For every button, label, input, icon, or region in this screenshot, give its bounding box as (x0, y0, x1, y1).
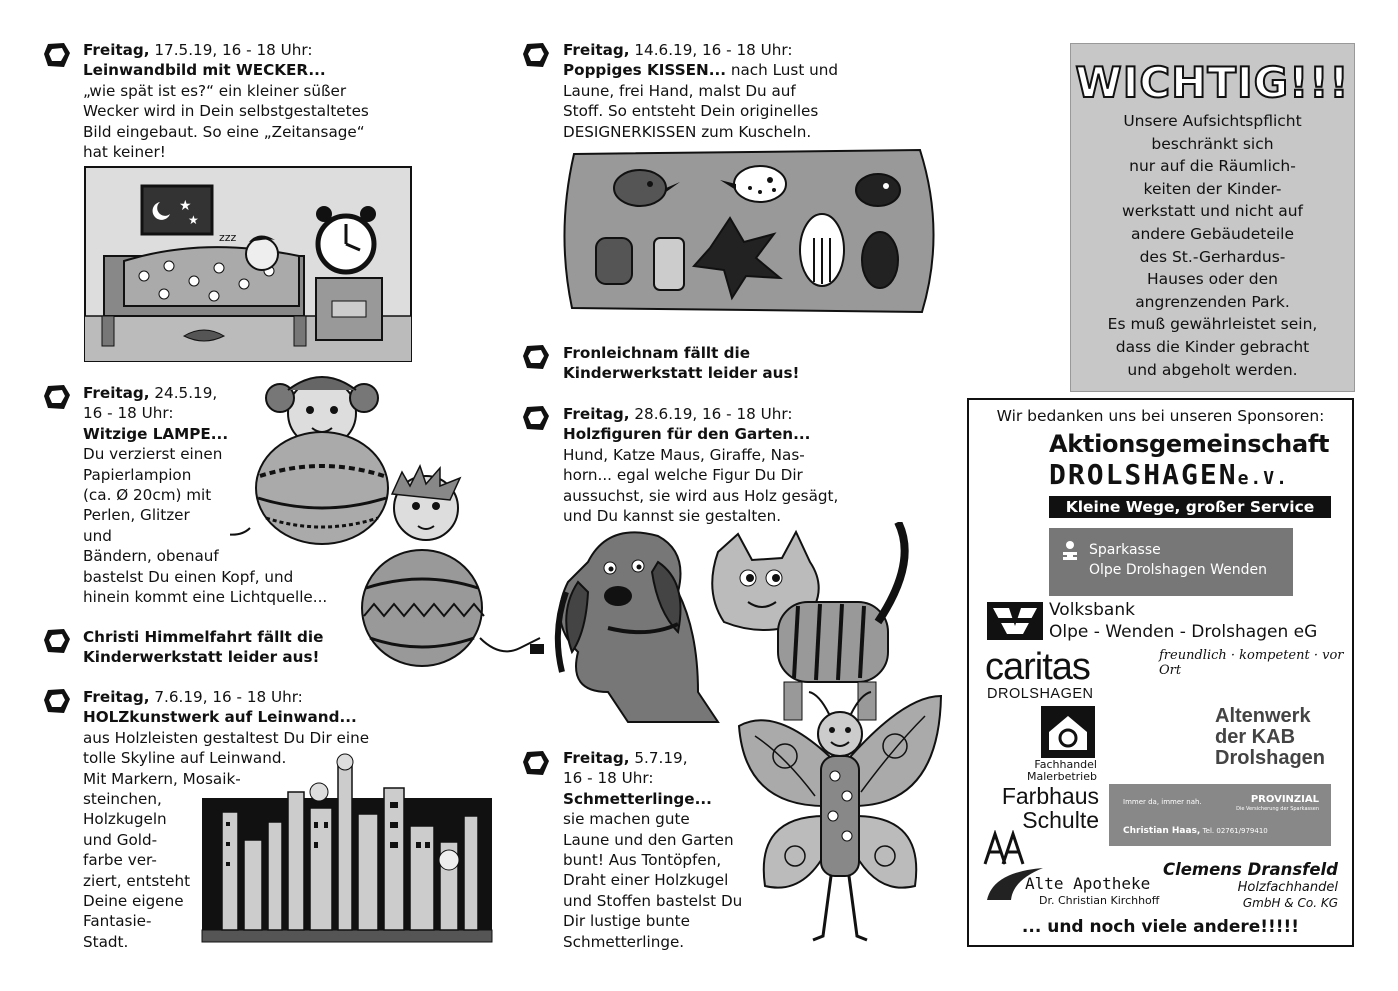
provinzial-contact: Christian Haas, (1123, 826, 1201, 836)
sponsors-heading: Wir bedanken uns bei unseren Sponsoren: (996, 407, 1325, 425)
bullet-icon (42, 40, 72, 70)
wichtig-line: dass die Kinder gebracht (1115, 337, 1310, 356)
entry-text-line: und Stoffen bastelst Du (563, 891, 743, 910)
pillow-birds-illustration (560, 148, 946, 316)
aktion-drolshagen (1049, 458, 1289, 491)
entry-day: Freitag, (563, 749, 630, 767)
entry-text-line: Schmetterlinge. (563, 932, 685, 951)
entry-title: HOLZkunstwerk auf Leinwand... (83, 708, 357, 727)
entry-text-line: aussuchst, sie wird aus Holz gesägt, (563, 486, 839, 505)
aktion-ev: e.V. (1237, 468, 1289, 489)
entry-time: 16 - 18 Uhr: (83, 404, 174, 423)
entry-text-line: Stoff. So entsteht Dein originelles (563, 102, 819, 121)
entry-text-line: Fantasie- (83, 912, 152, 931)
entry-date: 7.6.19, 16 - 18 Uhr: (149, 688, 303, 706)
entry-day: Freitag, (563, 405, 630, 423)
caritas-region: DROLSHAGEN (987, 686, 1094, 702)
notice-line: Kinderwerkstatt leider aus! (83, 648, 320, 667)
wichtig-line: beschränkt sich (1151, 134, 1274, 153)
altenwerk-line: Altenwerk (1215, 705, 1311, 727)
entry-text-line: und Du kannst sie gestalten. (563, 507, 782, 526)
aktion-drolshagen-text: DROLSHAGEN (1049, 458, 1238, 491)
skyline-illustration (200, 752, 495, 944)
apotheke-name: Alte Apotheke (1025, 874, 1151, 893)
sparkasse-logo (1049, 528, 1293, 596)
altenwerk-line: der KAB (1215, 726, 1296, 748)
entry-title: Holzfiguren für den Garten... (563, 425, 811, 444)
wichtig-line: Es muß gewährleistet sein, (1107, 315, 1318, 334)
apotheke-aa-icon (983, 830, 1027, 866)
provinzial-contact-line (1123, 826, 1268, 836)
bullet-icon (521, 748, 551, 778)
svg-text:★: ★ (179, 198, 192, 214)
entry-day: Freitag, (563, 41, 630, 59)
entry-date: 14.6.19, 16 - 18 Uhr: (629, 41, 793, 59)
entry-kissen (563, 40, 893, 142)
entry-date: 24.5.19, (149, 384, 218, 402)
entry-text-line: horn... egal welche Figur Du Dir (563, 466, 803, 485)
farbhaus-small-line: Malerbetrieb (1027, 770, 1097, 783)
entry-text-line: Laune, frei Hand, malst Du auf (563, 81, 796, 100)
entry-text-line: hinein kommt eine Lichtquelle... (83, 588, 328, 607)
notice-himmelfahrt (83, 627, 373, 668)
entry-text-line: Draht einer Holzkugel (563, 871, 729, 890)
notice-line: Fronleichnam fällt die (563, 344, 751, 362)
dransfeld-type: Holzfachhandel (1237, 880, 1338, 895)
wichtig-line: keiten der Kinder- (1143, 179, 1282, 198)
entry-title: Poppiges KISSEN... (563, 61, 727, 80)
entry-text-line: Mit Markern, Mosaik- (83, 769, 241, 788)
bullet-icon (521, 403, 551, 433)
entry-date: 5.7.19, (629, 749, 688, 767)
dransfeld-company: GmbH & Co. KG (1242, 896, 1338, 910)
entry-text-line: Laune und den Garten (563, 830, 734, 849)
farbhaus-small (1021, 759, 1097, 783)
entry-text-line: Perlen, Glitzer (83, 506, 190, 525)
svg-text:zzz: zzz (219, 231, 237, 244)
notice-line: Christi Himmelfahrt fällt die (83, 628, 324, 646)
entry-title: Schmetterlinge... (563, 789, 712, 808)
entry-day: Freitag, (83, 384, 150, 402)
entry-text-line: Bild eingebaut. So eine „Zeitansage“ (83, 122, 365, 141)
entry-text-line: bunt! Aus Tontöpfen, (563, 851, 722, 870)
entry-text-line: Du verzierst einen (83, 445, 223, 464)
entry-text-line: Bändern, obenauf (83, 547, 219, 566)
svg-text:★: ★ (188, 213, 199, 227)
entry-text: nach Lust und (726, 61, 839, 80)
bullet-icon (521, 40, 551, 70)
entry-text-line: Holzkugeln (83, 810, 167, 829)
notice-fronleichnam (563, 343, 853, 384)
entry-text-line: DESIGNERKISSEN zum Kuscheln. (563, 122, 812, 141)
wichtig-box (1070, 43, 1355, 392)
bullet-icon (521, 342, 551, 372)
entry-holzfiguren (563, 404, 893, 526)
wichtig-line: angrenzenden Park. (1135, 292, 1290, 311)
farbhaus-line: Farbhaus (1001, 783, 1099, 809)
volksbank-icon (987, 602, 1043, 640)
entry-date: 17.5.19, 16 - 18 Uhr: (149, 41, 313, 59)
aktion-slogan: Kleine Wege, großer Service (1049, 496, 1331, 518)
wichtig-text (1081, 110, 1344, 381)
entry-day: Freitag, (83, 41, 150, 59)
bullet-icon (42, 626, 72, 656)
entry-text-line: Dir lustige bunte (563, 912, 690, 931)
entry-text-line: aus Holzleisten gestaltest Du Dir eine (83, 728, 370, 747)
bullet-icon (42, 382, 72, 412)
wichtig-line: werkstatt und nicht auf (1122, 202, 1303, 221)
wichtig-line: des St.-Gerhardus- (1139, 247, 1286, 266)
provinzial-tel: Tel. 02761/979410 (1200, 827, 1268, 835)
farbhaus-small-line: Fachhandel (1034, 758, 1097, 771)
volksbank-name: Volksbank (1049, 600, 1135, 620)
entry-title: Witzige LAMPE... (83, 424, 229, 443)
wichtig-title: WICHTIG!!! (1075, 58, 1350, 107)
entry-text-line: ziert, entsteht (83, 871, 191, 890)
butterfly-illustration (735, 686, 945, 948)
entry-time: 16 - 18 Uhr: (563, 769, 654, 788)
entry-text-line: (ca. Ø 20cm) mit (83, 486, 212, 505)
bullet-icon (42, 686, 72, 716)
entry-text-line: steinchen, (83, 790, 162, 809)
caritas-name: caritas (985, 646, 1090, 688)
altenwerk-line: Drolshagen (1215, 747, 1326, 769)
entry-text-line: „wie spät ist es?“ ein kleiner süßer (83, 81, 347, 100)
entry-text-line: sie machen gute (563, 810, 690, 829)
wichtig-line: Hauses oder den (1147, 270, 1278, 289)
entry-text-line: hat keiner! (83, 143, 166, 162)
farbhaus-name (989, 784, 1099, 832)
bedroom-clock-illustration (84, 166, 412, 362)
wichtig-line: nur auf die Räumlich- (1129, 157, 1296, 176)
volksbank-slogan: freundlich · kompetent · vor Ort (1159, 648, 1344, 678)
wichtig-line: andere Gebäudeteile (1130, 224, 1295, 243)
farbhaus-house-icon (1041, 706, 1095, 758)
entry-text-line: farbe ver- (83, 851, 157, 870)
sparkasse-icon (1059, 540, 1081, 562)
apotheke-owner: Dr. Christian Kirchhoff (1039, 894, 1160, 907)
provinzial-logo (1109, 784, 1331, 846)
entry-text-line: und (83, 526, 112, 545)
entry-text-line: Stadt. (83, 932, 129, 951)
entry-text-line: bastelst Du einen Kopf, und (83, 567, 294, 586)
provinzial-brand: PROVINZIAL (1250, 794, 1319, 805)
entry-text-line: und Gold- (83, 830, 158, 849)
entry-text-line: tolle Skyline auf Leinwand. (83, 749, 287, 768)
sparkasse-name: Sparkasse (1089, 542, 1161, 558)
entry-text-line: Papierlampion (83, 465, 192, 484)
sponsors-box (967, 398, 1354, 947)
sparkasse-region: Olpe Drolshagen Wenden (1089, 562, 1267, 578)
entry-text-line: Wecker wird in Dein selbstgestaltetes (83, 102, 369, 121)
entry-text-line: Deine eigene (83, 892, 184, 911)
aktion-title: Aktionsgemeinschaft (1049, 430, 1330, 458)
wichtig-line: Unsere Aufsichtspflicht (1123, 112, 1302, 130)
farbhaus-line: Schulte (1022, 807, 1099, 833)
provinzial-sub: Die Versicherung der Sparkassen (1236, 806, 1319, 812)
wichtig-line: und abgeholt werden. (1127, 360, 1298, 379)
altenwerk-logo (1215, 706, 1325, 769)
dransfeld-name: Clemens Dransfeld (1162, 860, 1338, 879)
provinzial-tag: Immer da, immer nah. (1123, 798, 1202, 806)
entry-leinwandbild (83, 40, 413, 162)
sponsors-footer: ... und noch viele andere!!!!! (1021, 917, 1300, 937)
entry-date: 28.6.19, 16 - 18 Uhr: (629, 405, 793, 423)
entry-text-line: Hund, Katze Maus, Giraffe, Nas- (563, 445, 805, 464)
volksbank-region: Olpe - Wenden - Drolshagen eG (1049, 622, 1318, 642)
entry-day: Freitag, (83, 688, 150, 706)
notice-line: Kinderwerkstatt leider aus! (563, 364, 800, 383)
entry-title: Leinwandbild mit WECKER... (83, 61, 326, 80)
